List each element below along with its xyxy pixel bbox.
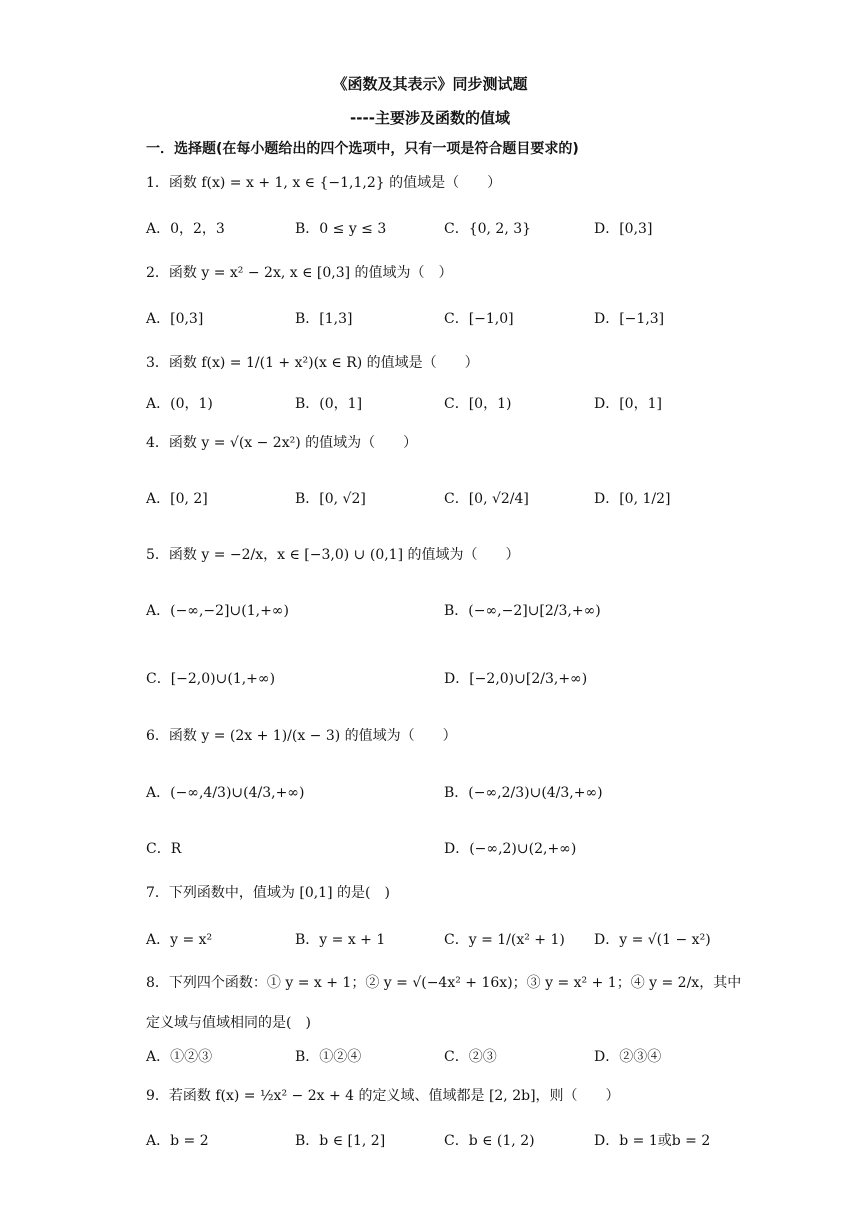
question-8-option-a: A．①②③	[146, 1049, 213, 1065]
question-8-option-d: D．②③④	[594, 1049, 662, 1065]
question-4-option-c: C．[0, √2/4]	[444, 491, 529, 507]
question-8-stem-continued: 定义域与值域相同的是( )	[146, 1015, 311, 1031]
question-6-stem: 6．函数 y = (2x + 1)/(x − 3) 的值域为（ ）	[146, 728, 457, 744]
question-3-option-c: C．[0，1)	[444, 396, 512, 412]
question-9-option-c: C．b ∈ (1, 2)	[444, 1133, 535, 1149]
question-4-stem: 4．函数 y = √(x − 2x²) 的值域为（ ）	[146, 435, 418, 451]
section-heading: 一．选择题(在每小题给出的四个选项中，只有一项是符合题目要求的)	[146, 141, 579, 157]
question-8-option-c: C．②③	[444, 1049, 497, 1065]
question-1-option-a: A．0，2，3	[146, 221, 225, 237]
page-subtitle: ----主要涉及函数的值域	[350, 109, 510, 127]
question-4-option-d: D．[0, 1/2]	[594, 491, 671, 507]
question-3-option-a: A．(0，1)	[146, 396, 213, 412]
question-5-option-a: A．(−∞,−2]∪(1,+∞)	[146, 603, 289, 619]
question-8-option-b: B．①②④	[295, 1049, 362, 1065]
question-2-option-b: B．[1,3]	[295, 311, 353, 327]
question-5-option-c: C．[−2,0)∪(1,+∞)	[146, 671, 276, 687]
question-7-option-a: A．y = x²	[146, 932, 213, 948]
question-3-stem: 3．函数 f(x) = 1/(1 + x²)(x ∈ R) 的值域是（ ）	[146, 355, 479, 371]
question-7-option-b: B．y = x + 1	[295, 932, 386, 948]
question-2-option-c: C．[−1,0]	[444, 311, 514, 327]
question-7-stem: 7．下列函数中，值域为 [0,1] 的是( )	[146, 885, 390, 901]
question-8-stem: 8．下列四个函数：① y = x + 1；② y = √(−4x² + 16x)；③ y = x² + 1；④ y = 2/x，其中	[146, 975, 742, 991]
question-6-option-d: D．(−∞,2)∪(2,+∞)	[444, 841, 577, 857]
question-4-option-b: B．[0, √2]	[295, 491, 366, 507]
question-2-option-d: D．[−1,3]	[594, 311, 665, 327]
question-9-option-d: D．b = 1或b = 2	[594, 1133, 711, 1149]
question-9-option-b: B．b ∈ [1, 2]	[295, 1133, 386, 1149]
question-5-stem: 5．函数 y = −2/x，x ∈ [−3,0) ∪ (0,1] 的值域为（ ）	[146, 547, 520, 563]
question-2-stem: 2．函数 y = x² − 2x, x ∈ [0,3] 的值域为（ ）	[146, 265, 453, 281]
question-3-option-d: D．[0，1]	[594, 396, 662, 412]
question-7-option-d: D．y = √(1 − x²)	[594, 932, 711, 948]
question-1-option-d: D．[0,3]	[594, 221, 653, 237]
question-1-option-c: C．{0, 2, 3}	[444, 221, 532, 237]
question-4-option-a: A．[0, 2]	[146, 491, 208, 507]
question-5-option-b: B．(−∞,−2]∪[2/3,+∞)	[444, 603, 601, 619]
question-1-stem: 1．函数 f(x) = x + 1, x ∈ {−1,1,2} 的值域是（ ）	[146, 175, 502, 191]
question-2-option-a: A．[0,3]	[146, 311, 204, 327]
question-5-option-d: D．[−2,0)∪[2/3,+∞)	[444, 671, 588, 687]
question-9-option-a: A．b = 2	[146, 1133, 209, 1149]
question-6-option-a: A．(−∞,4/3)∪(4/3,+∞)	[146, 785, 305, 801]
page-title: 《函数及其表示》同步测试题	[332, 75, 528, 93]
question-1-option-b: B．0 ≤ y ≤ 3	[295, 221, 387, 237]
question-9-stem: 9．若函数 f(x) = ½x² − 2x + 4 的定义域、值域都是 [2, 2b]，则（ ）	[146, 1088, 620, 1104]
question-3-option-b: B．(0，1]	[295, 396, 363, 412]
question-6-option-b: B．(−∞,2/3)∪(4/3,+∞)	[444, 785, 603, 801]
question-7-option-c: C．y = 1/(x² + 1)	[444, 932, 565, 948]
question-6-option-c: C．R	[146, 841, 182, 857]
